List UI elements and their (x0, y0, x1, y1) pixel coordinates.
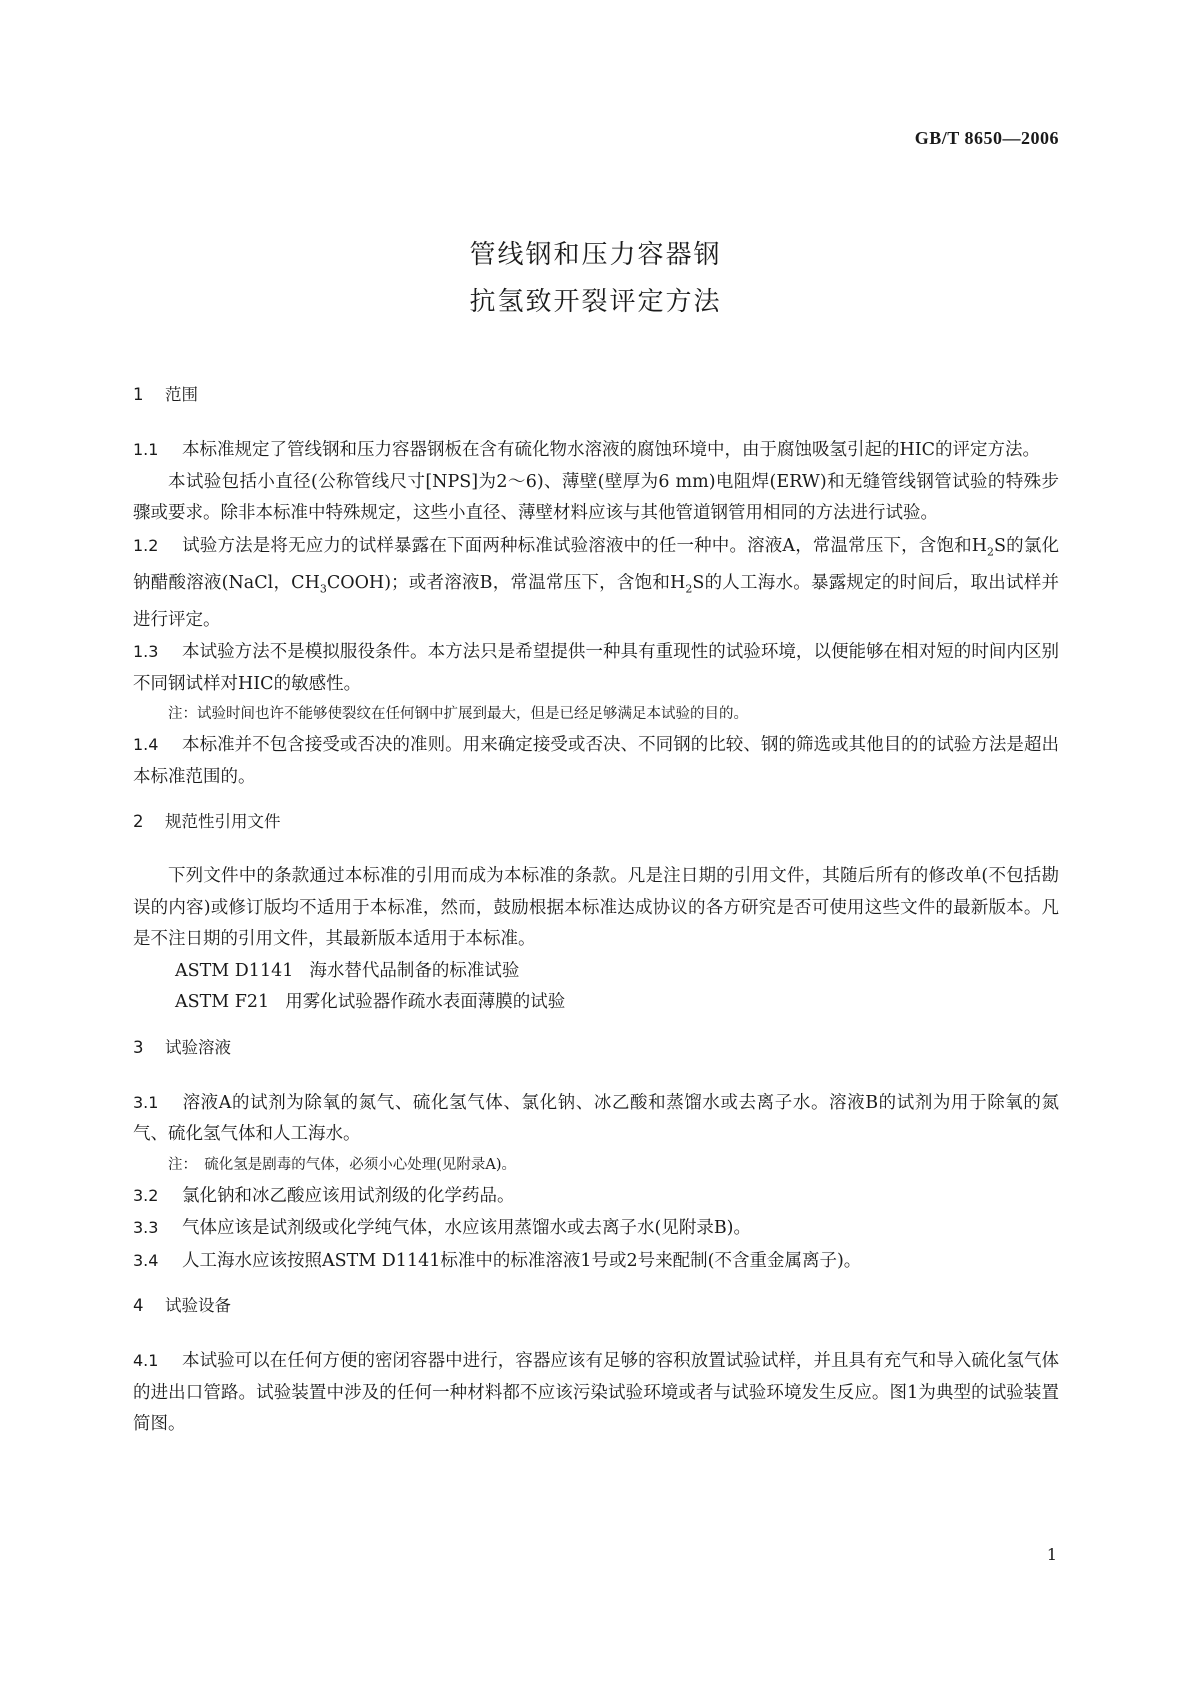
note: 注： 硫化氢是剧毒的气体，必须小心处理(见附录A)。 (168, 1156, 517, 1173)
clause-number: 3.1 (133, 1092, 159, 1112)
section-title: 试验设备 (165, 1296, 231, 1315)
section-heading-1 (133, 384, 1059, 434)
clause-number: 3.4 (133, 1250, 159, 1270)
section-title: 规范性引用文件 (165, 812, 281, 831)
clause-text: 本标准并不包含接受或否决的准则。用来确定接受或否决、不同钢的比较、钢的筛选或其他目的的试验方法是超出本标准范围的。 (133, 735, 1059, 787)
reference-title: 海水替代品制备的标准试验 (309, 960, 520, 981)
section-title: 范围 (165, 385, 198, 404)
clause-text: 人工海水应该按照ASTM D1141标准中的标准溶液1号或2号来配制(不含重金属离子)。 (182, 1250, 862, 1271)
section-number: 4 (133, 1296, 144, 1315)
page-number: 1 (1046, 1545, 1057, 1564)
clause-4-1 (133, 1345, 1059, 1441)
clause-number: 1.2 (133, 535, 159, 555)
reference-item (133, 956, 1059, 988)
document-title-line2: 抗氢致开裂评定方法 (469, 287, 722, 317)
clause-3-3 (133, 1212, 1059, 1245)
note: 注：试验时间也许不能够使裂纹在任何钢中扩展到最大，但是已经足够满足本试验的目的。 (168, 706, 748, 722)
clause-text: 本试验可以在任何方便的密闭容器中进行，容器应该有足够的容积放置试验试样，并且具有充气和导入硫化氢气体的进出口管路。试验装置中涉及的任何一种材料都不应该污染试验环境或者与试验环境发生反应。图1为典型的试验装置简图。 (133, 1351, 1059, 1434)
subscript: 2 (987, 545, 995, 558)
section-heading-3 (133, 1037, 1059, 1087)
clause-1-2 (133, 530, 1059, 637)
spacer (133, 793, 1059, 811)
section-heading-2 (133, 811, 1059, 861)
reference-title: 用雾化试验器作疏水表面薄膜的试验 (285, 992, 566, 1012)
clause-text: S的人工海水。暴露规定的时间后，取出试样并进行评定。 (133, 572, 1059, 630)
clause-number: 1.1 (133, 440, 159, 459)
section-title: 试验溶液 (165, 1037, 231, 1057)
reference-item (133, 987, 1059, 1019)
clause-text: 试验方法是将无应力的试样暴露在下面两种标准试验溶液中的任一种中。溶液A，常温常压下，含饱和H (182, 535, 988, 556)
reference-code: ASTM D1141 (175, 960, 294, 981)
section-heading-4 (133, 1295, 1059, 1345)
section-number: 3 (133, 1037, 144, 1057)
clause-3-2 (133, 1180, 1059, 1213)
clause-number: 3.3 (133, 1218, 159, 1237)
spacer (133, 1019, 1059, 1037)
clause-text: 本标准规定了管线钢和压力容器钢板在含有硫化物水溶液的腐蚀环境中，由于腐蚀吸氢引起的HIC的评定方法。 (182, 440, 1041, 460)
clause-number: 3.2 (133, 1185, 159, 1205)
subscript: 2 (685, 582, 693, 595)
section-2-paragraph: 下列文件中的条款通过本标准的引用而成为本标准的条款。凡是注日期的引用文件，其随后所有的修改单(不包括勘误的内容)或修订版均不适用于本标准，然而，鼓励根据本标准达成协议的各方研究是否可使用这些文件的最新版本。凡是不注日期的引用文件，其最新版本适用于本标准。 (133, 866, 1059, 949)
clause-1-4 (133, 729, 1059, 793)
clause-text: COOH)；或者溶液B，常温常压下，含饱和H (326, 572, 686, 593)
clause-3-1 (133, 1087, 1059, 1151)
section-number: 2 (133, 812, 144, 831)
clause-text: 氯化钠和冰乙酸应该用试剂级的化学药品。 (182, 1185, 515, 1206)
standard-number: GB/T 8650—2006 (914, 128, 1059, 148)
clause-text: 本试验方法不是模拟服役条件。本方法只是希望提供一种具有重现性的试验环境，以便能够在相对短的时间内区别不同钢试样对HIC的敏感性。 (133, 642, 1059, 694)
clause-number: 4.1 (133, 1351, 159, 1370)
clause-text: 溶液A的试剂为除氧的氮气、硫化氢气体、氯化钠、冰乙酸和蒸馏水或去离子水。溶液B的试剂为用于除氧的氮气、硫化氢气体和人工海水。 (133, 1092, 1059, 1144)
clause-text: 气体应该是试剂级或化学纯气体，水应该用蒸馏水或去离子水(见附录B)。 (182, 1218, 752, 1238)
clause-1-1-continuation: 本试验包括小直径(公称管线尺寸[NPS]为2～6)、薄壁(壁厚为6 mm)电阻焊(ERW)和无缝管线钢管试验的特殊步骤或要求。除非本标准中特殊规定，这些小直径、薄壁材料应该与其他管道钢管用相同的方法进行试验。 (133, 471, 1059, 523)
clause-text: S的氯化钠醋酸溶液(NaCl，CH (133, 535, 1059, 593)
clause-1-3 (133, 636, 1059, 700)
subscript: 3 (319, 582, 327, 595)
document-body (133, 384, 1059, 1441)
section-number: 1 (133, 385, 144, 404)
clause-3-4 (133, 1245, 1059, 1278)
clause-number: 1.3 (133, 642, 159, 661)
reference-code: ASTM F21 (175, 992, 270, 1012)
clause-1-1 (133, 434, 1059, 467)
clause-number: 1.4 (133, 735, 159, 754)
document-title-line1: 管线钢和压力容器钢 (469, 240, 722, 270)
spacer (133, 1277, 1059, 1295)
